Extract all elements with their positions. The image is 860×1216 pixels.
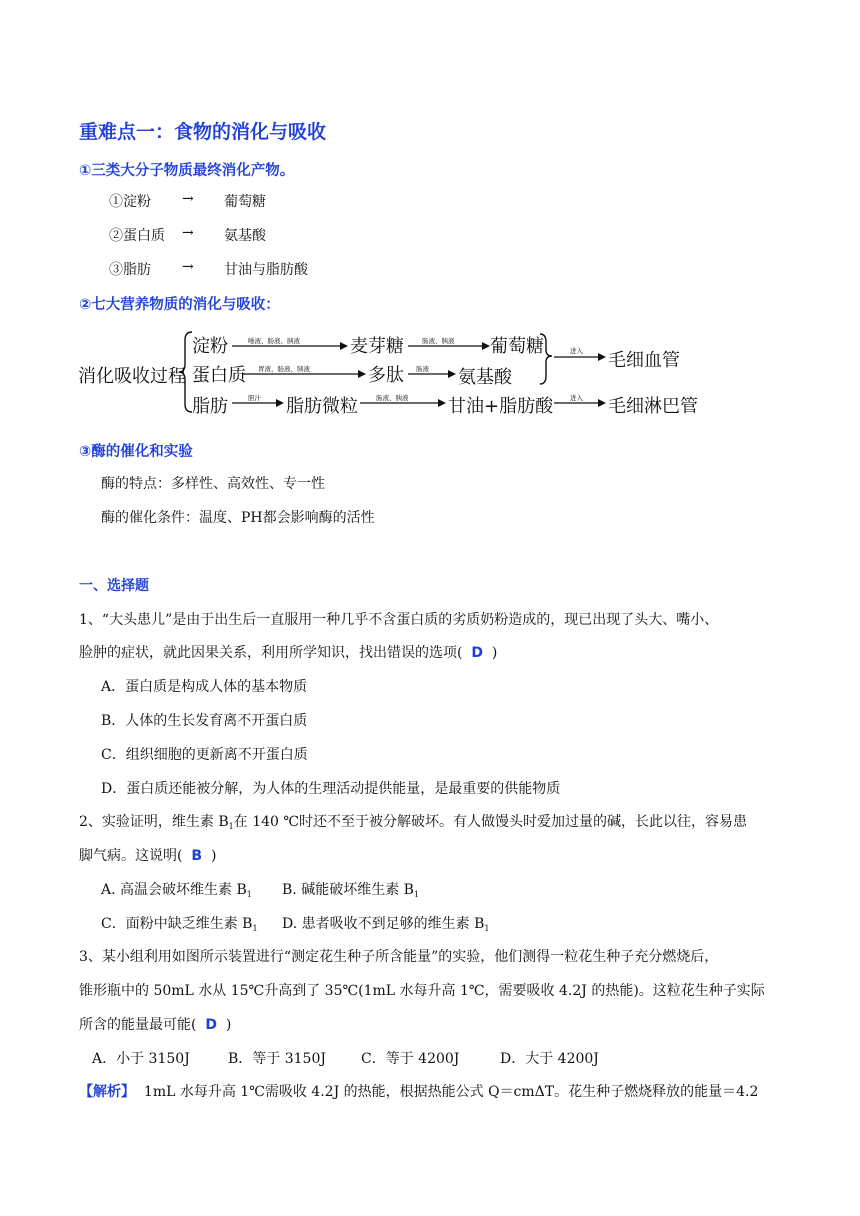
- row2-left: ②蛋白质: [109, 228, 165, 244]
- q2-answer: B: [191, 848, 203, 864]
- diagram-glycerol: 甘油+脂肪酸: [448, 396, 554, 417]
- row3-arrow: →: [182, 259, 194, 275]
- row3-right: 甘油与脂肪酸: [224, 262, 308, 278]
- enzyme-features: 酶的特点：多样性、高效性、专一性: [101, 476, 325, 492]
- sub1-title: ①三类大分子物质最终消化产物。: [79, 163, 295, 179]
- row2-arrow: →: [182, 225, 194, 241]
- q3-line1: 3、某小组利用如图所示装置进行“测定花生种子所含能量”的实验，他们测得一粒花生种子充分燃烧后，: [79, 949, 719, 965]
- q1-option-d: D．蛋白质还能被分解，为人体的生理活动提供能量，是最重要的供能物质: [101, 781, 561, 797]
- diagram-process: 消化吸收过程: [78, 366, 186, 387]
- analysis-label: 【解析】: [79, 1084, 135, 1100]
- diagram-fat-particle: 脂肪微粒: [286, 396, 358, 417]
- diagram-capillary: 毛细血管: [608, 350, 680, 371]
- diagram-fat-enzymes: 肠液、胰液: [376, 394, 409, 402]
- exercise-title: 一、选择题: [79, 578, 149, 594]
- row1-arrow: →: [182, 191, 194, 207]
- q1-option-c: C．组织细胞的更新离不开蛋白质: [101, 747, 308, 763]
- row1-left: ①淀粉: [109, 194, 151, 210]
- diagram-protein-enzymes: 胃液、肠液、胰液: [258, 365, 310, 373]
- row2-right: 氨基酸: [224, 228, 266, 244]
- diagram-bile: 胆汁: [248, 394, 261, 402]
- q3-answer: D: [205, 1017, 217, 1033]
- sub3-title: ③酶的催化和实验: [79, 444, 193, 460]
- section-title: 重难点一：食物的消化与吸收: [79, 121, 327, 143]
- diagram-maltose: 麦芽糖: [350, 336, 404, 357]
- q2-option-d: D. 患者吸收不到足够的维生素 $B_1$: [282, 916, 490, 933]
- q3-option-d: D．大于 4200J: [500, 1051, 599, 1067]
- diagram-starch-enzymes: 唾液、肠液、胰液: [248, 337, 300, 345]
- diagram-starch: 淀粉: [192, 336, 228, 357]
- diagram-amino-acid: 氨基酸: [458, 367, 512, 388]
- q3-option-c: C．等于 4200J: [361, 1051, 460, 1067]
- diagram-glucose: 葡萄糖: [490, 336, 544, 357]
- q1-answer: D: [471, 645, 483, 661]
- sub2-title: ②七大营养物质的消化与吸收：: [79, 297, 280, 313]
- diagram-absorb1: 进入: [570, 347, 583, 355]
- q1-line2: 脸肿的症状，就此因果关系，利用所学知识，找出错误的选项( D ): [79, 645, 498, 661]
- q2-option-c: C．面粉中缺乏维生素 $B_1$: [101, 916, 258, 933]
- digestion-diagram: [78, 326, 718, 418]
- diagram-absorb2: 进入: [570, 394, 583, 402]
- q2-option-a: A. 高温会破坏维生素 $B_1$: [101, 882, 252, 899]
- q3-analysis: 【解析】 1mL 水每升高 1℃需吸收 4.2J 的热能，根据热能公式 Q＝cmΔT。花生种子燃烧释放的能量＝4.2: [79, 1084, 759, 1100]
- q3-option-a: A．小于 3150J: [92, 1051, 190, 1067]
- q1-option-a: A．蛋白质是构成人体的基本物质: [101, 679, 308, 695]
- diagram-protein: 蛋白质: [192, 365, 246, 386]
- q3-line2: 锥形瓶中的 50mL 水从 15℃升高到了 35℃(1mL 水每升高 1℃，需要吸收 4.2J 的热能)。这粒花生种子实际: [79, 983, 765, 999]
- row1-right: 葡萄糖: [224, 194, 266, 210]
- q2-option-b: B. 碱能破坏维生素 $B_1$: [282, 882, 420, 899]
- q1-option-b: B．人体的生长发育离不开蛋白质: [101, 713, 308, 729]
- enzyme-conditions: 酶的催化条件：温度、PH都会影响酶的活性: [101, 510, 375, 526]
- q2-line1: 2、实验证明，维生素 $B_1$在 140 ℃时还不至于被分解破坏。有人做馒头时爱加过量的碱，长此以往，容易患: [79, 814, 748, 831]
- diagram-fat: 脂肪: [192, 396, 228, 417]
- q3-option-b: B．等于 3150J: [228, 1051, 326, 1067]
- diagram-maltose-enzymes: 肠液、胰液: [422, 337, 455, 345]
- diagram-lymph: 毛细淋巴管: [608, 396, 698, 417]
- q3-line3: 所含的能量最可能( D ): [79, 1017, 232, 1033]
- q1-line1: 1、“大头患儿”是由于出生后一直服用一种几乎不含蛋白质的劣质奶粉造成的，现已出现了头大、嘴小、: [79, 612, 719, 628]
- diagram-peptide-enzyme: 肠液: [416, 365, 429, 373]
- row3-left: ③脂肪: [109, 262, 151, 278]
- q2-line2: 脚气病。这说明( B ): [79, 848, 217, 864]
- diagram-peptide: 多肽: [368, 365, 404, 386]
